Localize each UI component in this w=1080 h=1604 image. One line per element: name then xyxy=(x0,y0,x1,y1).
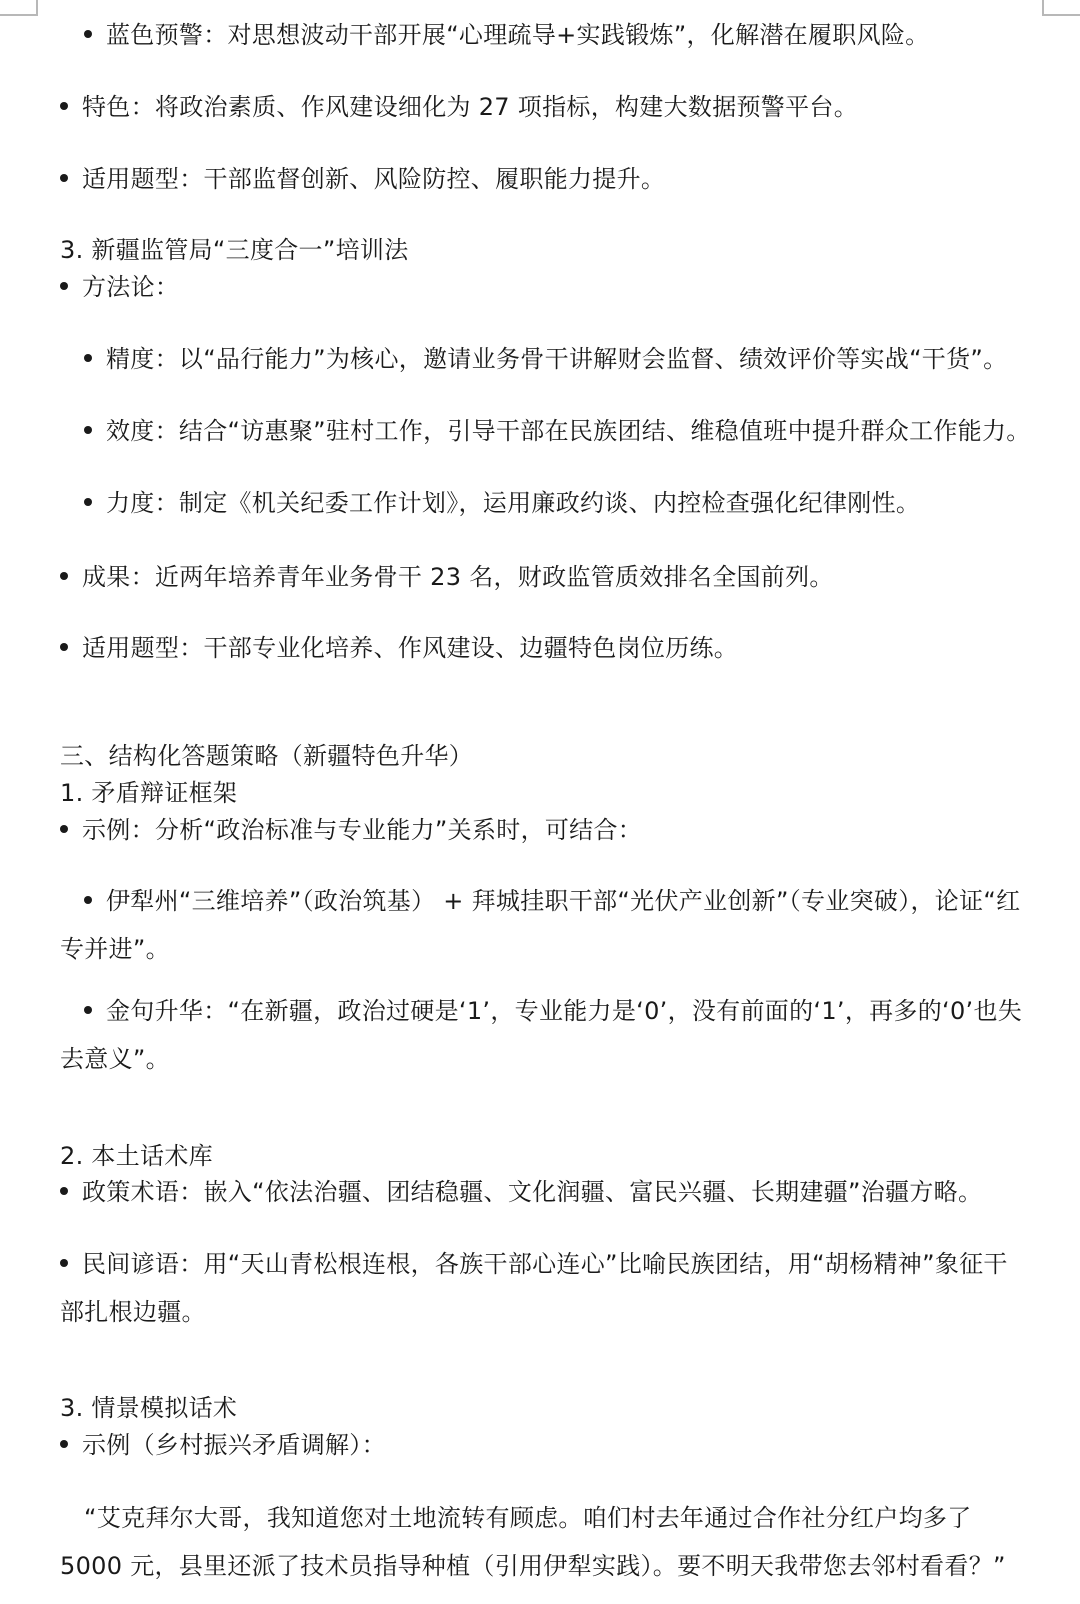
sub-bullet-precision: 精度：以“品行能力”为核心，邀请业务骨干讲解财会监督、绩效评价等实战“干货”。 xyxy=(84,342,1007,376)
subsection-heading-local-phrases: 2. 本土话术库 xyxy=(60,1142,213,1170)
scenario-dialogue-paragraph: “艾克拜尔大哥，我知道您对土地流转有顾虑。咱们村去年通过合作社分红户均多了 5000 元，县里还派了技术员指导种植（引用伊犁实践）。要不明天我带您去邻村看看？” xyxy=(60,1504,1006,1580)
sub-bullet-strength: 力度：制定《机关纪委工作计划》，运用廉政约谈、内控检查强化纪律刚性。 xyxy=(84,486,920,520)
bullet-scenario-example: 示例（乡村振兴矛盾调解）： xyxy=(60,1428,386,1462)
bullet-dot xyxy=(84,30,92,38)
bullet-dot xyxy=(60,102,68,110)
bullet-results: 成果：近两年培养青年业务骨干 23 名，财政监管质效排名全国前列。 xyxy=(60,560,834,594)
bullet-policy-terms: 政策术语：嵌入“依法治疆、团结稳疆、文化润疆、富民兴疆、长期建疆”治疆方略。 xyxy=(60,1175,982,1209)
page-corner-mark-left xyxy=(0,0,38,16)
sub-bullet-blue-warning: 蓝色预警：对思想波动干部开展“心理疏导+实践锻炼”，化解潜在履职风险。 xyxy=(84,18,929,52)
subsection-heading-dialectic: 1. 矛盾辩证框架 xyxy=(60,779,238,807)
bullet-dot xyxy=(60,1187,68,1195)
sub-bullet-effectiveness: 效度：结合“访惠聚”驻村工作，引导干部在民族团结、维稳值班中提升群众工作能力。 xyxy=(84,414,1031,448)
bullet-applicable-types: 适用题型：干部监督创新、风险防控、履职能力提升。 xyxy=(60,162,665,196)
bullet-applicable-types-2: 适用题型：干部专业化培养、作风建设、边疆特色岗位历练。 xyxy=(60,631,738,665)
bullet-dot xyxy=(84,498,92,506)
bullet-dot xyxy=(84,354,92,362)
bullet-dot xyxy=(60,282,68,290)
bullet-dot xyxy=(60,174,68,182)
sub-bullet-golden-sentence: 金句升华：“在新疆，政治过硬是‘1’，专业能力是‘0’，没有前面的‘1’，再多的‘0’也失去意义”。 xyxy=(60,997,1023,1073)
bullet-dot xyxy=(60,825,68,833)
bullet-dot xyxy=(60,572,68,580)
subsection-heading-scenario: 3. 情景模拟话术 xyxy=(60,1394,238,1422)
bullet-dot xyxy=(84,426,92,434)
bullet-feature: 特色：将政治素质、作风建设细化为 27 项指标，构建大数据预警平台。 xyxy=(60,90,858,124)
page-corner-mark-right xyxy=(1042,0,1080,16)
bullet-methodology: 方法论： xyxy=(60,270,179,304)
bullet-example-analysis: 示例：分析“政治标准与专业能力”关系时，可结合： xyxy=(60,813,642,847)
bullet-dot xyxy=(60,643,68,651)
bullet-folk-proverbs: 民间谚语：用“天山青松根连根，各族干部心连心”比喻民族团结，用“胡杨精神”象征干部扎根边疆。 xyxy=(60,1250,1008,1326)
section-heading-strategy: 三、结构化答题策略（新疆特色升华） xyxy=(60,742,474,770)
bullet-dot xyxy=(60,1259,68,1267)
sub-bullet-yili-example: 伊犁州“三维培养”（政治筑基） + 拜城挂职干部“光伏产业创新”（专业突破），论证“红专并进”。 xyxy=(60,887,1021,963)
bullet-dot xyxy=(60,1440,68,1448)
bullet-dot xyxy=(84,896,92,904)
section-heading-xinjiang-training: 3. 新疆监管局“三度合一”培训法 xyxy=(60,236,409,264)
bullet-dot xyxy=(84,1006,92,1014)
